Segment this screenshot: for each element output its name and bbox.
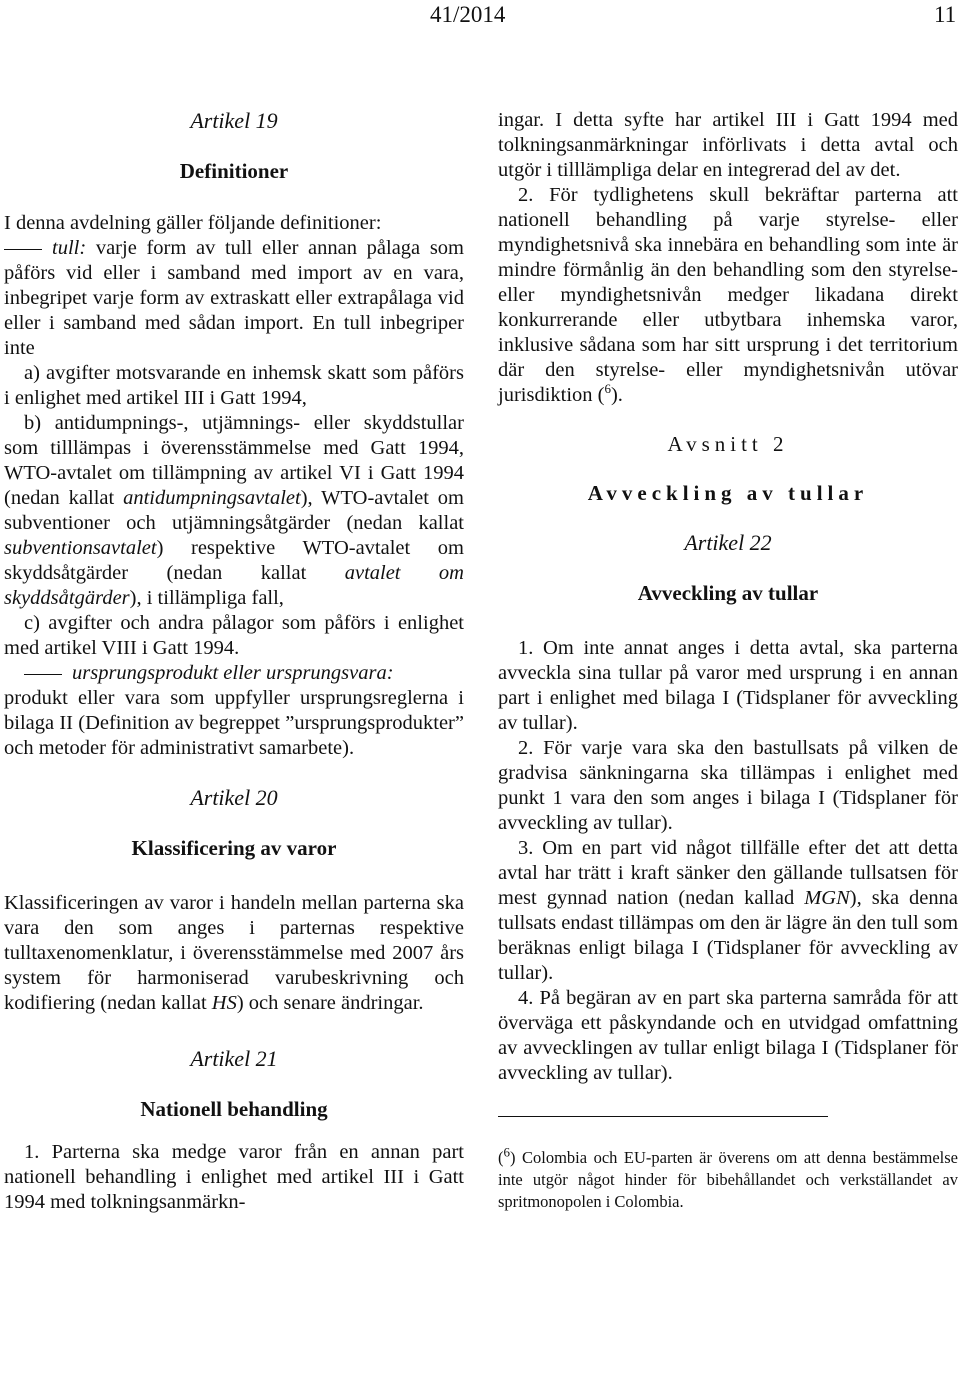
item-b-text-4: ), i tillämpliga fall, xyxy=(129,587,284,609)
article-22-paragraph-1: 1. Om inte annat anges i detta avtal, ska parterna avveckla sina tullar på varor med ursprung i en annan part i enlighet med bilaga I (Tidsplaner för avveckling av tullar). xyxy=(498,637,958,734)
article-20-heading: Artikel 20 xyxy=(190,785,278,810)
article-21-heading: Artikel 21 xyxy=(190,1046,278,1071)
item-b-term-subvention: subventionsavtalet xyxy=(4,537,157,559)
article-22-heading: Artikel 22 xyxy=(684,530,772,555)
definition-tull-term: tull: xyxy=(52,237,87,259)
right-column xyxy=(498,108,958,1213)
article-21-paragraph-2-text: 2. För tydlighetens skull bekräftar parterna att nationell behandling på varje styrelse- eller myndighetsnivå ska innebära en behandling som inte är mindre förmånlig än den behandling som den styrelse- eller myndighetsnivån medger likadana direkt konkurrerande eller utbytbara inhemska varor, inklusive sådana som har sitt ursprung i det territorium där den styrelse- eller myndighetsnivån utövar jurisdiktion ( xyxy=(498,184,958,406)
article-22-paragraph-3-text-1: 3. Om en part vid något tillfälle efter det att detta avtal har trätt i kraft sänker den gällande tullsatsen för mest gynnad nation (nedan kallad xyxy=(498,837,958,909)
article-20-text xyxy=(4,891,464,1016)
em-dash-rule xyxy=(4,249,42,250)
item-b-term-safeguard: avtalet om skyddsåtgärder xyxy=(4,562,464,609)
article-21-continuation: ingar. I detta syfte har artikel III i Gatt 1994 med tolkningsanmärkningar införlivats i detta avtal och utgör i tilllämpliga delar en integrerad del av det. xyxy=(498,109,958,181)
item-b-term-antidumping: antidumpningsavtalet xyxy=(123,487,301,509)
article-21-paragraph-1: 1. Parterna ska medge varor från en annan part nationell behandling i enlighet med artikel III i Gatt 1994 med tolkningsanmärkn- xyxy=(4,1141,464,1213)
article-22-title: Avveckling av tullar xyxy=(637,581,819,605)
article-20-title: Klassificering av varor xyxy=(131,836,337,860)
definition-item-c: c) avgifter och andra pålagor som påförs i enlighet med artikel VIII i Gatt 1994. xyxy=(4,612,464,659)
article-22-term-mgn: MGN xyxy=(804,887,850,909)
definitions-intro: I denna avdelning gäller följande definitioner: xyxy=(4,212,382,234)
footnote-reference: 6 xyxy=(604,381,611,397)
definition-item-b xyxy=(4,411,464,611)
article-20-term-hs: HS xyxy=(211,992,237,1014)
definition-origin-text: produkt eller vara som uppfyller ursprungsreglerna i bilaga II (Definition av begreppet ”ursprungsprodukter” och metoder för administrativt samarbete). xyxy=(4,687,464,759)
article-20-text-1: Klassificeringen av varor i handeln mellan parterna ska vara den som anges i parternas respektive tulltaxenomenklatur, i överensstämmelse med 2007 års system för harmoniserad varubeskrivning och kodifiering (nedan kallat xyxy=(4,892,464,1014)
article-21-paragraph-2-end: ). xyxy=(610,384,623,406)
item-b-text-1: b) antidumpnings-, utjämnings- eller skyddstullar som tilllämpas i överensstämmelse med Gatt 1994, WTO-avtalet om tillämpning av artikel VI i Gatt 1994 (nedan kallat xyxy=(4,412,464,509)
article-19-heading: Artikel 19 xyxy=(190,108,278,133)
item-b-text-2: ), WTO-avtalet om subventioner och utjämningsåtgärder (nedan kallat xyxy=(4,487,465,534)
item-b-text-3: ) respektive WTO-avtalet om skyddsåtgärder (nedan kallat xyxy=(4,537,464,584)
article-21-title: Nationell behandling xyxy=(140,1097,328,1121)
footnote-marker: ($^6$) xyxy=(498,1144,516,1167)
definition-origin-term: ursprungsprodukt eller ursprungsvara: xyxy=(72,662,394,684)
article-22-paragraph-3 xyxy=(498,836,958,986)
article-20-text-2: ) och senare ändringar. xyxy=(236,992,424,1014)
footnote-text: Colombia och EU-parten är överens om att denna bestämmelse inte utgör något hinder för bibehållandet och verkställandet av spritmonopolen i Colombia. xyxy=(498,1148,958,1211)
left-column xyxy=(4,108,464,1215)
page-number: 11 xyxy=(934,2,957,27)
article-22-paragraph-2: 2. För varje vara ska den bastullsats på vilken de gradvisa sänkningarna ska tillämpas i enlighet med punkt 1 vara den som anges i bilaga I (Tidsplaner för avveckling av tullar). xyxy=(498,737,958,834)
definition-tull xyxy=(4,236,464,361)
definition-tull-text: varje form av tull eller annan pålaga som påförs vid eller i samband med import av en vara, inbegripet varje form av extraskatt eller extrapålaga vid eller i samband med sådan import. En tull inbegriper inte xyxy=(4,237,464,359)
article-22-paragraph-3-text-2: ), ska denna tullsats endast tillämpas om den är lägre än den tull som beräknas enligt bilaga I (Tidsplaner för avveckling av tullar). xyxy=(498,887,959,984)
issue-number: 41/2014 xyxy=(430,2,506,27)
footnote-number: 6 xyxy=(503,1144,510,1160)
section-title: Avveckling av tullar xyxy=(587,481,869,505)
article-22-paragraph-4: 4. På begäran av en part ska parterna samråda för att överväga ett påskyndande och en utvidgad omfattning av avvecklingen av tullar enligt bilaga I (Tidsplaner för avveckling av tullar). xyxy=(498,987,958,1084)
em-dash-rule xyxy=(24,674,62,675)
section-heading: Avsnitt 2 xyxy=(667,432,789,456)
definition-origin xyxy=(4,661,464,686)
article-19-title: Definitioner xyxy=(179,159,289,183)
article-21-paragraph-2 xyxy=(498,183,958,408)
footnote xyxy=(498,1144,958,1213)
definition-item-a: a) avgifter motsvarande en inhemsk skatt som påförs i enlighet med artikel III i Gatt 1994, xyxy=(4,362,464,409)
